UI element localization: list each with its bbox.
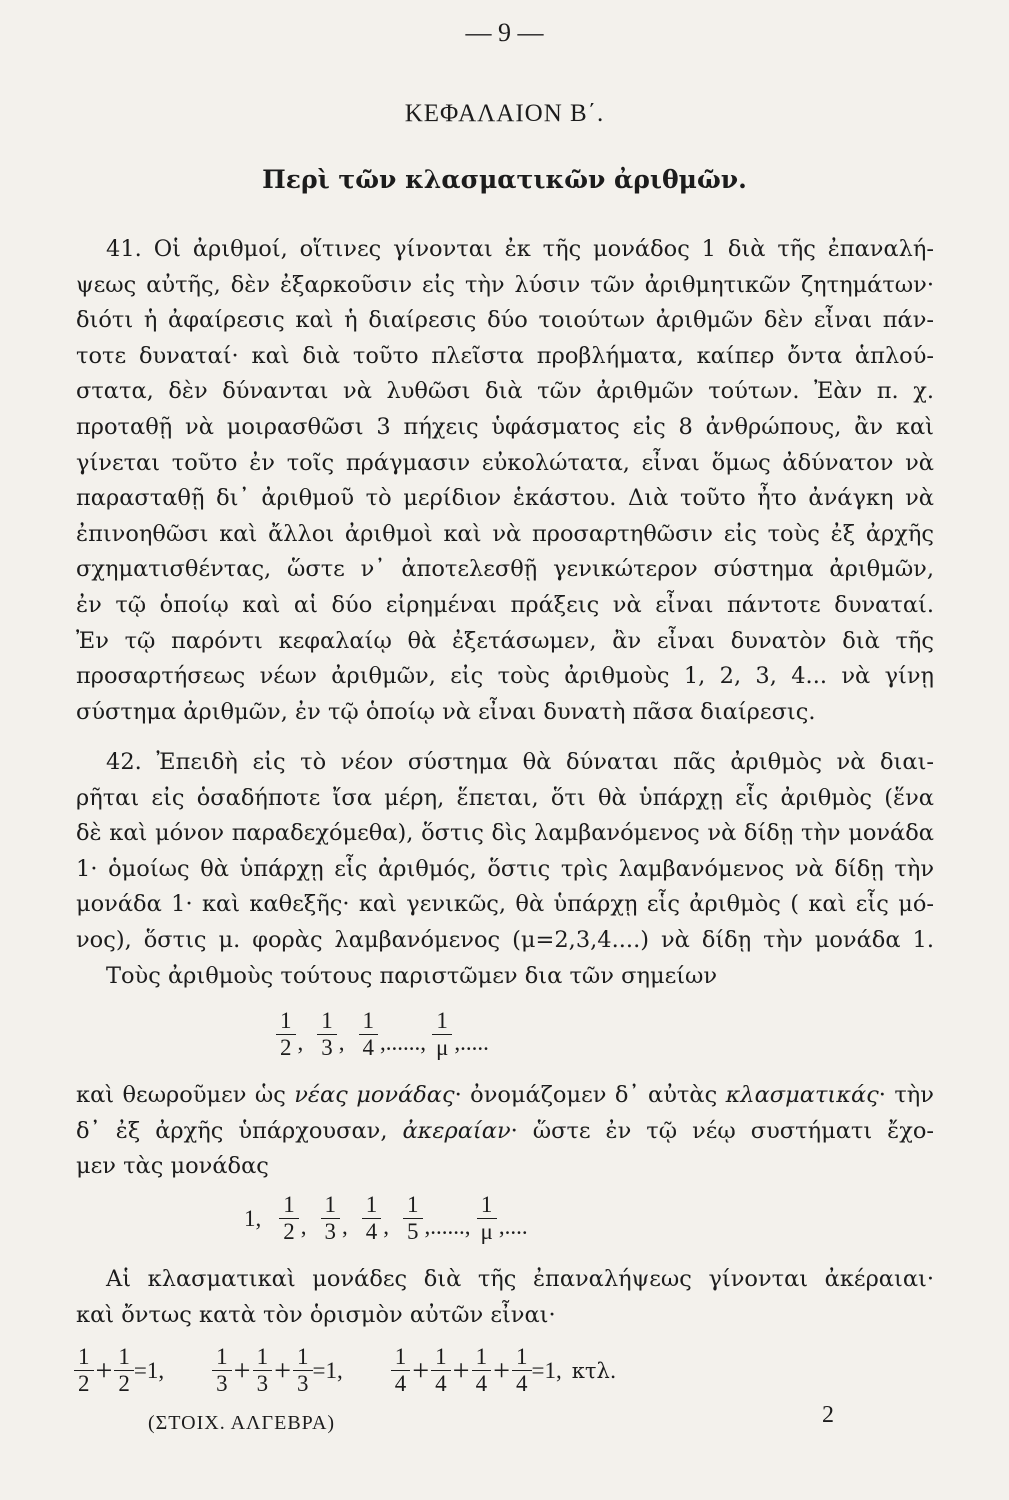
text-line: σχηματισθέντας, ὥστε ν᾿ ἀποτελεσθῇ γενικώτερον σύστημα ἀριθμῶν, [76, 556, 934, 583]
fraction: $\frac{1}{\mu}$ [432, 1008, 452, 1062]
plus-sign: + [274, 1353, 291, 1387]
text-line: γίνεται τοῦτο ἐν τοῖς πράγμασιν εὐκολώτατα, εἶναι ὅμως ἀδύνατον νὰ [76, 449, 934, 476]
text-line: προσαρτήσεως νέων ἀριθμῶν, εἰς τοὺς ἀριθμοὺς 1, 2, 3, 4... νὰ γίνῃ [76, 663, 934, 690]
fraction: $\frac{1}{5}$ [403, 1192, 423, 1246]
separator: , [297, 1029, 304, 1055]
paragraph-units-sum [76, 1262, 934, 1333]
text-line: δ᾿ ἐξ ἀρχῆς ὑπάρχουσαν, ἀκεραίαν· ὥστε ἐν τῷ νέῳ συστήματι ἔχο- [76, 1117, 935, 1144]
separator: ,..... [454, 1029, 489, 1055]
fraction: $\frac{1}{4}$ [362, 1192, 382, 1246]
fraction: $\frac{1}{2}$ [276, 1008, 296, 1062]
text-line: προταθῇ νὰ μοιρασθῶσι 3 πήχεις ὑφάσματος εἰς 8 ἀνθρώπους, ἂν καὶ [76, 413, 934, 440]
text-line: καὶ ὄντως κατὰ τὸν ὁρισμὸν αὐτῶν εἶναι· [76, 1301, 556, 1328]
text-line: Ἐν τῷ παρόντι κεφαλαίῳ θὰ ἐξετάσωμεν, ἂν εἶναι δυνατὸν διὰ τῆς [76, 627, 934, 654]
equals-one: =1, [531, 1357, 562, 1383]
emphasis: νέας μονάδας [294, 1082, 455, 1108]
fraction: $\frac{1}{2}$ [114, 1344, 134, 1398]
paragraph-new-units [76, 1078, 934, 1185]
etc-abbrev: κτλ. [571, 1358, 617, 1383]
emphasis: ἀκεραίαν [402, 1117, 511, 1144]
plus-sign: + [95, 1353, 113, 1387]
separator: , [342, 1213, 348, 1239]
text-line: καὶ θεωροῦμεν ὡς νέας μονάδας· ὀνομάζομεν δ᾿ αὐτὰς κλασματικάς· τὴν [76, 1082, 934, 1108]
chapter-heading: ΚΕΦΑΛΑΙΟΝ Β΄. [404, 100, 605, 127]
text-line: ἐν τῷ ὁποίῳ καὶ αἱ δύο εἰρημέναι πράξεις νὰ εἶναι πάντοτε δυναταί. [76, 591, 934, 618]
fraction: $\frac{1}{3}$ [212, 1344, 232, 1398]
text-line: δὲ καὶ μόνον παραδεχόμεθα), ὅστις δὶς λαμβανόμενος νὰ δίδῃ τὴν μονάδα [76, 820, 934, 847]
text-line: στατα, δὲν δύνανται νὰ λυθῶσι διὰ τῶν ἀριθμῶν τούτων. Ἐὰν π. χ. [76, 378, 934, 405]
paragraph-number: 41. [106, 236, 142, 262]
separator: ,.... [498, 1213, 528, 1239]
page-number: — 9 — [465, 18, 544, 47]
text-line: ψεως αὐτῆς, δὲν ἐξαρκοῦσιν εἰς τὴν λύσιν τῶν ἀριθμητικῶν ζητημάτων· [76, 271, 934, 298]
text-line: μεν τὰς μονάδας [76, 1153, 269, 1180]
fraction: $\frac{1}{4}$ [472, 1344, 492, 1398]
paragraph-number: 42. [106, 749, 142, 775]
plus-sign: + [452, 1353, 470, 1387]
paragraph-42 [76, 745, 934, 994]
text-line: 42. Ἐπειδὴ εἰς τὸ νέον σύστημα θὰ δύναται πᾶς ἀριθμὸς νὰ διαι- [106, 749, 934, 775]
fraction: $\frac{1}{3}$ [321, 1192, 341, 1246]
plus-sign: + [233, 1353, 251, 1387]
text-line: Αἱ κλασματικαὶ μονάδες διὰ τῆς ἐπαναλήψεως γίνονται ἀκέραιαι· [106, 1266, 934, 1292]
fraction: $\frac{1}{4}$ [431, 1344, 451, 1398]
text-line: μονάδα 1· καὶ καθεξῆς· καὶ γενικῶς, θὰ ὑπάρχῃ εἷς ἀριθμὸς ( καὶ εἷς μό- [76, 891, 934, 918]
separator: ,......, [424, 1213, 471, 1239]
plus-sign: + [493, 1353, 510, 1387]
text-line: 1· ὁμοίως θὰ ὑπάρχῃ εἷς ἀριθμός, ὅστις τρὶς λαμβανόμενος νὰ δίδῃ τὴν [76, 855, 934, 882]
fraction: $\frac{1}{4}$ [391, 1344, 411, 1398]
emphasis: κλασματικάς [725, 1082, 879, 1108]
separator: ,......, [380, 1029, 426, 1055]
footer-signature-number: 2 [822, 1402, 834, 1428]
text-line: 41. Οἱ ἀριθμοί, οἵτινες γίνονται ἐκ τῆς μονάδος 1 διὰ τῆς ἐπαναλή- [106, 236, 934, 262]
fraction: $\frac{1}{3}$ [317, 1008, 337, 1062]
plus-sign: + [412, 1353, 430, 1387]
paragraph-41 [76, 232, 934, 730]
text-line: παρασταθῇ δι᾿ ἀριθμοῦ τὸ μερίδιον ἑκάστου. Διὰ τοῦτο ἦτο ἀνάγκη νὰ [76, 485, 934, 512]
footer-book-title: (ΣΤΟΙΧ. ΑΛΓΕΒΡΑ) [148, 1412, 336, 1434]
fraction: $\frac{1}{2}$ [74, 1344, 94, 1398]
fraction: $\frac{1}{2}$ [279, 1192, 299, 1246]
separator: , [338, 1029, 345, 1055]
text-line: Τοὺς ἀριθμοὺς τούτους παριστῶμεν δια τῶν σημείων [106, 962, 718, 989]
fraction: $\frac{1}{4}$ [359, 1008, 379, 1062]
text-line: διότι ἡ ἀφαίρεσις καὶ ἡ διαίρεσις δύο τοιούτων ἀριθμῶν δὲν εἶναι πάν- [76, 307, 934, 334]
separator: , [300, 1213, 307, 1239]
text-line: σύστημα ἀριθμῶν, ἐν τῷ ὁποίῳ νὰ εἶναι δυνατὴ πᾶσα διαίρεσις. [76, 698, 816, 725]
fraction: $\frac{1}{3}$ [293, 1344, 313, 1398]
fraction: $\frac{1}{4}$ [512, 1344, 532, 1398]
text-line: τοτε δυναταί· καὶ διὰ τοῦτο πλεῖστα προβλήματα, καίπερ ὄντα ἁπλού- [76, 342, 934, 369]
integer-unit: 1, [244, 1205, 262, 1231]
section-title: Περὶ τῶν κλασματικῶν ἀριθμῶν. [262, 165, 747, 194]
separator: , [383, 1213, 389, 1239]
text-line: ἐπινοηθῶσι καὶ ἄλλοι ἀριθμοὶ καὶ νὰ προσαρτηθῶσιν εἰς τοὺς ἐξ ἀρχῆς [76, 520, 934, 547]
text-line: νος), ὅστις μ. φορὰς λαμβανόμενος (μ=2,3,4....) νὰ δίδῃ τὴν μονάδα 1. [76, 926, 934, 953]
equals-one: =1, [133, 1357, 165, 1383]
equals-one: =1, [312, 1357, 343, 1383]
text-line: ρῆται εἰς ὁσαδήποτε ἴσα μέρη, ἕπεται, ὅτι θὰ ὑπάρχῃ εἷς ἀριθμὸς (ἕνα [76, 784, 934, 811]
fraction: $\frac{1}{3}$ [253, 1344, 273, 1398]
fraction: $\frac{1}{\mu}$ [477, 1192, 497, 1246]
